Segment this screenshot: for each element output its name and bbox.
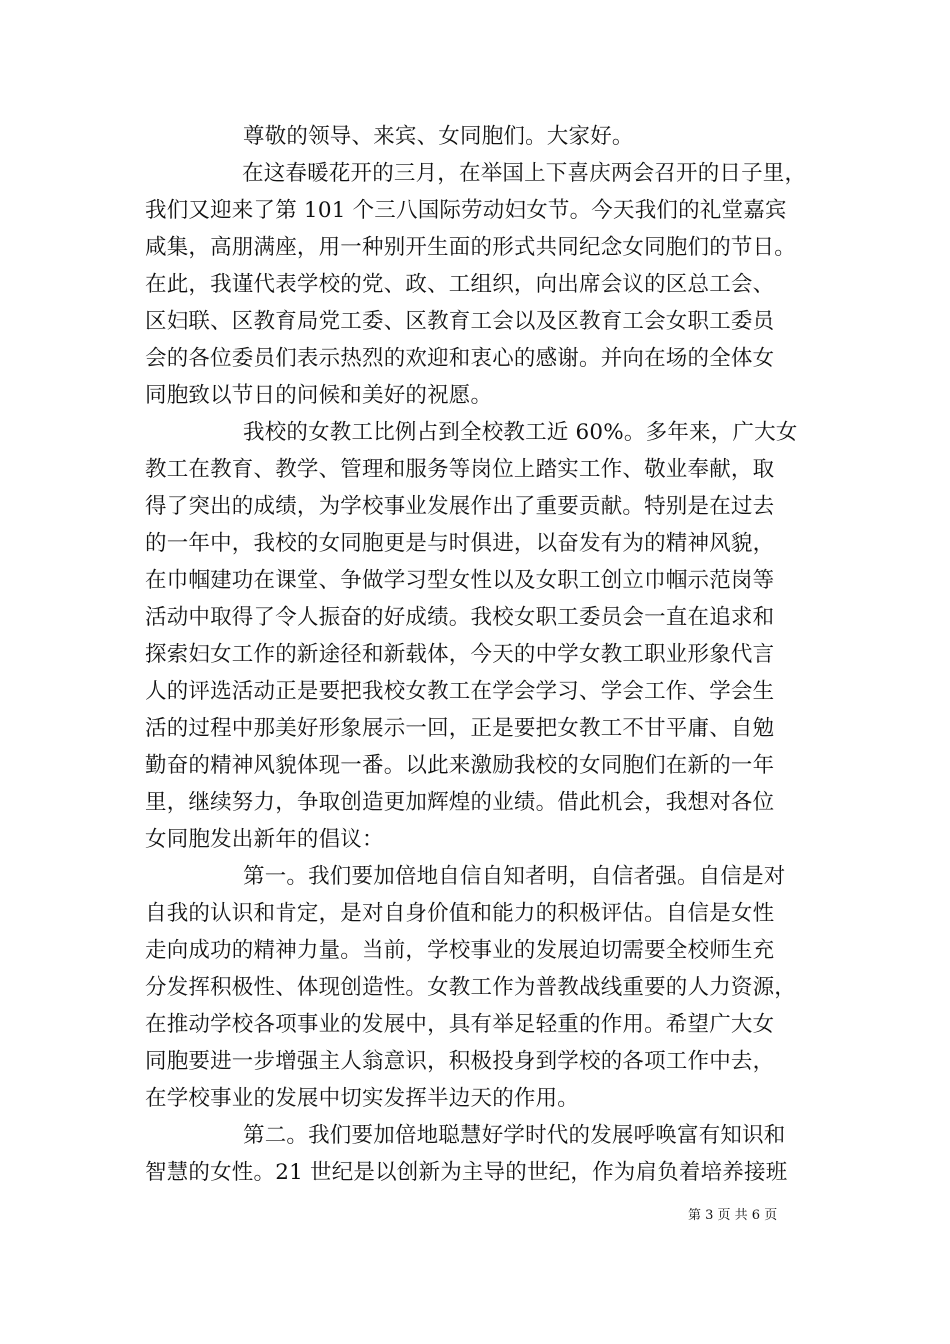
text-line: 智慧的女性。21 世纪是以创新为主导的世纪，作为肩负着培养接班 xyxy=(145,1160,788,1185)
text-line: 同胞致以节日的问候和美好的祝愿。 xyxy=(145,383,493,408)
text-line: 的一年中，我校的女同胞更是与时俱进，以奋发有为的精神风貌， xyxy=(145,531,775,556)
text-line: 尊敬的领导、来宾、女同胞们。大家好。 xyxy=(243,124,634,149)
text-line: 第二。我们要加倍地聪慧好学时代的发展呼唤富有知识和 xyxy=(243,1123,786,1148)
text-line: 得了突出的成绩，为学校事业发展作出了重要贡献。特别是在过去 xyxy=(145,494,775,519)
text-line: 分发挥积极性、体现创造性。女教工作为普教战线重要的人力资源， xyxy=(145,975,797,1000)
text-line: 在学校事业的发展中切实发挥半边天的作用。 xyxy=(145,1086,580,1111)
document-body xyxy=(145,118,825,1191)
text-line: 自我的认识和肯定，是对自身价值和能力的积极评估。自信是女性 xyxy=(145,901,775,926)
text-line: 我校的女教工比例占到全校教工近 60%。多年来，广大女 xyxy=(243,420,798,445)
text-line: 活动中取得了令人振奋的好成绩。我校女职工委员会一直在追求和 xyxy=(145,605,775,630)
text-line: 活的过程中那美好形象展示一回，正是要把女教工不甘平庸、自勉 xyxy=(145,716,775,741)
text-line: 里，继续努力，争取创造更加辉煌的业绩。借此机会，我想对各位 xyxy=(145,790,775,815)
text-line: 在这春暖花开的三月，在举国上下喜庆两会召开的日子里， xyxy=(242,161,807,186)
text-line: 教工在教育、教学、管理和服务等岗位上踏实工作、敬业奉献，取 xyxy=(145,457,775,482)
text-line: 走向成功的精神力量。当前，学校事业的发展迫切需要全校师生充 xyxy=(145,938,775,963)
text-line: 在推动学校各项事业的发展中，具有举足轻重的作用。希望广大女 xyxy=(145,1012,775,1037)
text-line: 同胞要进一步增强主人翁意识，积极投身到学校的各项工作中去， xyxy=(145,1049,775,1074)
text-line: 在巾帼建功在课堂、争做学习型女性以及女职工创立巾帼示范岗等 xyxy=(145,568,775,593)
text-line: 区妇联、区教育局党工委、区教育工会以及区教育工会女职工委员 xyxy=(145,309,775,334)
text-line: 人的评选活动正是要把我校女教工在学会学习、学会工作、学会生 xyxy=(145,679,775,704)
text-line: 咸集，高朋满座，用一种别开生面的形式共同纪念女同胞们的节日。 xyxy=(145,235,797,260)
text-line: 探索妇女工作的新途径和新载体，今天的中学女教工职业形象代言 xyxy=(145,642,775,667)
text-line: 在此，我谨代表学校的党、政、工组织，向出席会议的区总工会、 xyxy=(145,272,775,297)
text-line: 我们又迎来了第 101 个三八国际劳动妇女节。今天我们的礼堂嘉宾 xyxy=(145,198,787,223)
page-number: 第 3 页 共 6 页 xyxy=(688,1208,778,1223)
text-line: 第一。我们要加倍地自信自知者明，自信者强。自信是对 xyxy=(243,864,786,889)
text-line: 女同胞发出新年的倡议： xyxy=(145,827,384,852)
text-line: 会的各位委员们表示热烈的欢迎和衷心的感谢。并向在场的全体女 xyxy=(145,346,775,371)
text-line: 勤奋的精神风貌体现一番。以此来激励我校的女同胞们在新的一年 xyxy=(145,753,775,778)
